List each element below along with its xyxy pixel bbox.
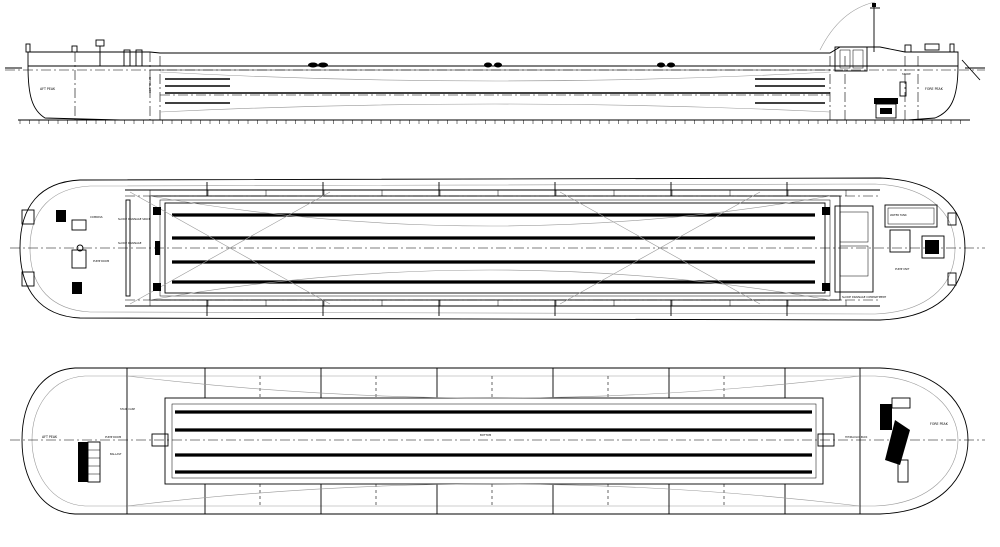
- profile-view: [5, 2, 985, 124]
- deck-sluice-mid-label: SLUICE DRAINAGE: [118, 242, 142, 245]
- deck-sluice-aft-label: SLUICE DRAINAGE SPACE: [118, 218, 151, 221]
- hold-bottom-label: BOTTOM: [480, 434, 492, 437]
- hold-pump-room-label: PUMP ROOM: [105, 436, 122, 439]
- frame-ruler: [20, 120, 961, 124]
- hold-ballast-label: BALLAST: [110, 453, 122, 456]
- deck-pump-room-label: PUMP ROOM: [93, 260, 110, 263]
- deck-sluice-fwd-label: SLUICE DRAINAGE COMPARTMENT: [842, 296, 887, 299]
- deck-water-tank-label: WATER TANK: [890, 214, 907, 217]
- profile-aft-peak-label: AFT PEAK: [40, 87, 56, 91]
- hold-plan-view: [10, 368, 985, 514]
- deck-compass-label: COMPASS: [90, 216, 103, 219]
- hold-frame-lines: [205, 368, 785, 514]
- profile-cofferdam-label: COFFERDAM: [149, 76, 152, 93]
- profile-fore-peak-label: FORE PEAK: [925, 87, 943, 91]
- deck-plan-view: [10, 178, 985, 320]
- hold-stair-label: STAIR CASE: [120, 408, 136, 411]
- deck-pump-unit-label: PUMP UNIT: [895, 268, 910, 271]
- hold-fore-peak-label: FORE PEAK: [930, 422, 948, 426]
- hold-aft-peak-label: AFT PEAK: [42, 435, 58, 439]
- hold-hydraulic-label: HYDRAULIC PACK: [845, 436, 868, 439]
- profile-store-label: STORE: [902, 73, 911, 76]
